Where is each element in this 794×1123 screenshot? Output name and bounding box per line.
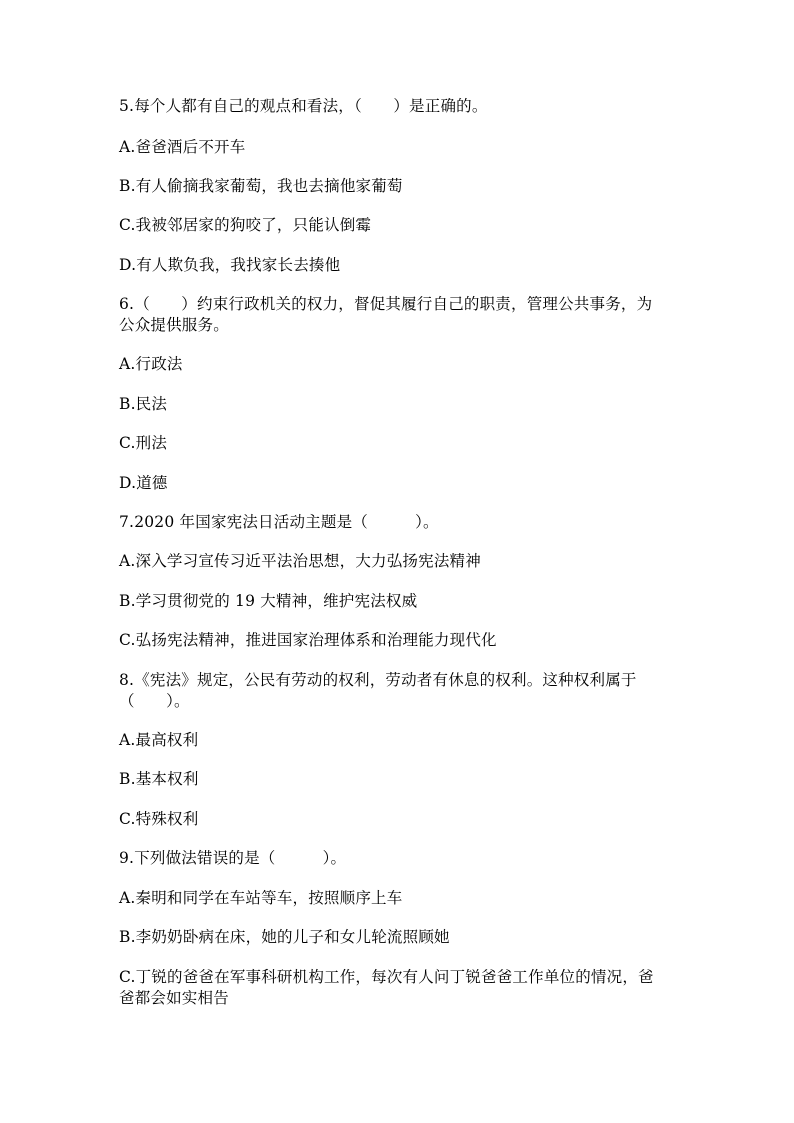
question-5-option-c: C.我被邻居家的狗咬了，只能认倒霉 xyxy=(119,216,372,234)
question-6-option-c: C.刑法 xyxy=(119,434,168,452)
question-7-stem: 7.2020 年国家宪法日活动主题是（ ）。 xyxy=(119,513,439,531)
question-6-stem-line1: 6.（ ）约束行政机关的权力，督促其履行自己的职责，管理公共事务，为 xyxy=(119,295,653,313)
question-8-stem-line1: 8.《宪法》规定，公民有劳动的权利，劳动者有休息的权利。这种权利属于 xyxy=(119,671,637,689)
question-6-option-b: B.民法 xyxy=(119,395,168,413)
question-6-stem-line2: 公众提供服务。 xyxy=(119,316,229,334)
question-9-option-b: B.李奶奶卧病在床，她的儿子和女儿轮流照顾她 xyxy=(119,928,450,946)
question-7-option-b: B.学习贯彻党的 19 大精神，维护宪法权威 xyxy=(119,592,418,610)
question-9-option-c-line2: 爸都会如实相告 xyxy=(119,989,229,1007)
question-7-option-a: A.深入学习宣传习近平法治思想，大力弘扬宪法精神 xyxy=(119,552,481,570)
question-8-option-b: B.基本权利 xyxy=(119,770,199,788)
question-8-option-c: C.特殊权利 xyxy=(119,810,199,828)
question-5-stem: 5.每个人都有自己的观点和看法，（ ）是正确的。 xyxy=(119,97,488,115)
question-8-option-a: A.最高权利 xyxy=(119,731,199,749)
question-9-stem: 9.下列做法错误的是（ ）。 xyxy=(119,849,347,867)
question-9-option-a: A.秦明和同学在车站等车，按照顺序上车 xyxy=(119,889,403,907)
question-6-option-a: A.行政法 xyxy=(119,355,183,373)
question-5-option-d: D.有人欺负我，我找家长去揍他 xyxy=(119,256,341,274)
question-6-option-d: D.道德 xyxy=(119,474,168,492)
question-7-option-c: C.弘扬宪法精神，推进国家治理体系和治理能力现代化 xyxy=(119,631,497,649)
question-5-option-a: A.爸爸酒后不开车 xyxy=(119,138,246,156)
question-9-option-c-line1: C.丁锐的爸爸在军事科研机构工作，每次有人问丁锐爸爸工作单位的情况，爸 xyxy=(119,968,654,986)
question-5-option-b: B.有人偷摘我家葡萄，我也去摘他家葡萄 xyxy=(119,177,403,195)
question-8-stem-line2: （ ）。 xyxy=(119,692,190,710)
